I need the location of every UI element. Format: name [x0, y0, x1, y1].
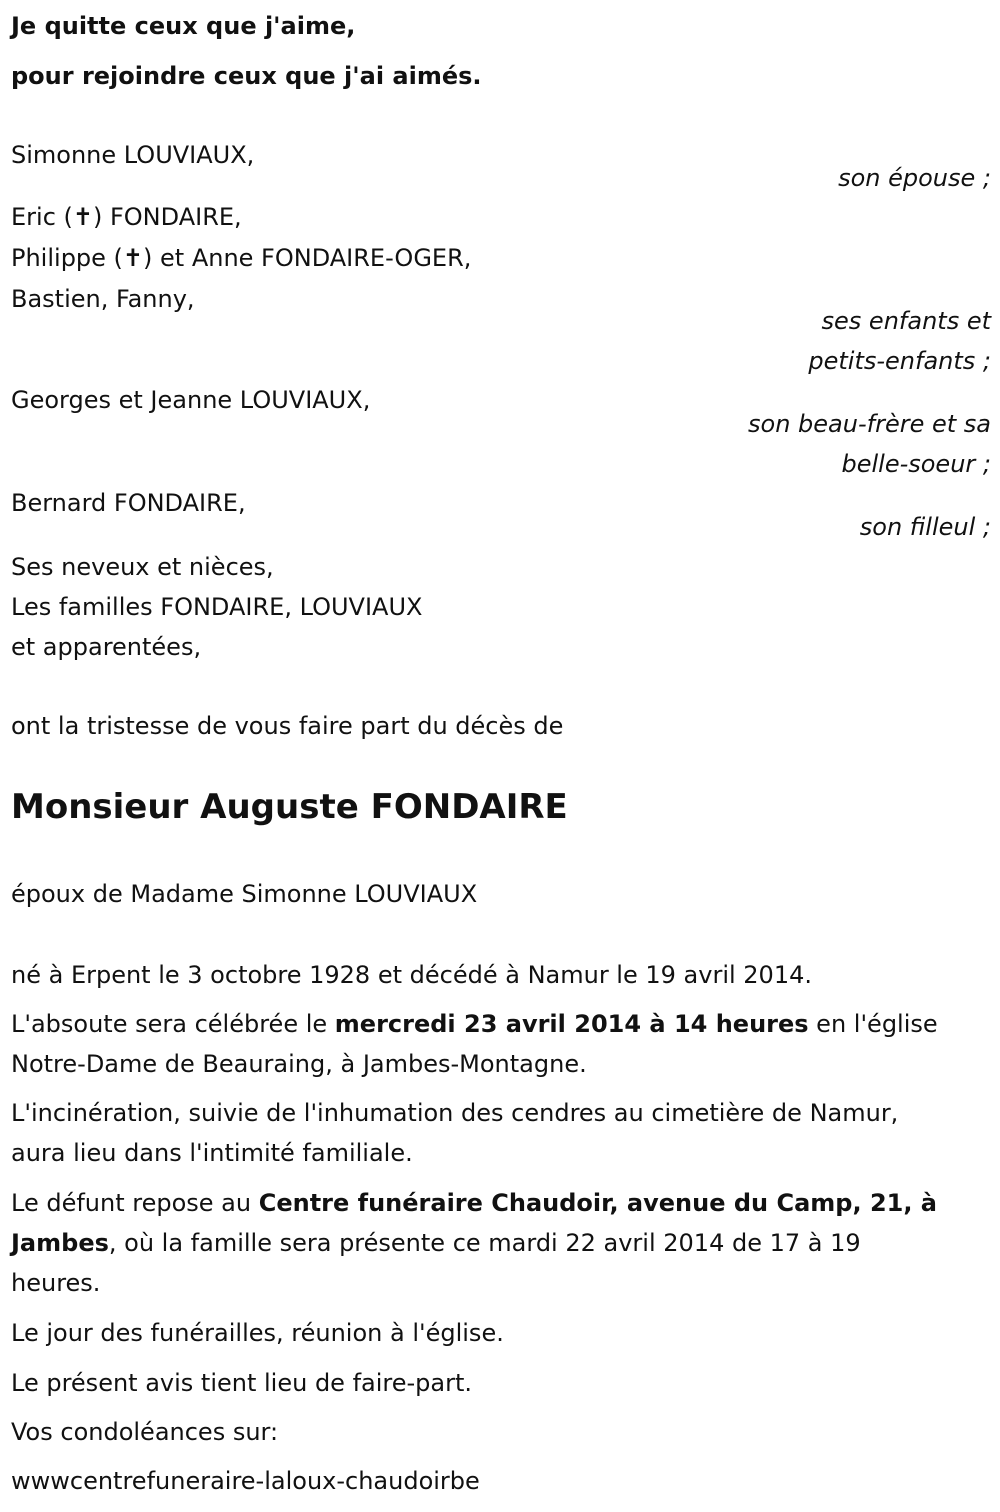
child-line-1: Eric (✝) FONDAIRE,: [11, 203, 242, 231]
repose-prefix: Le défunt repose au: [11, 1189, 259, 1217]
notice-line: Le présent avis tient lieu de faire-part.: [11, 1369, 473, 1397]
children-relation-line-1: ses enfants et: [821, 307, 991, 335]
absoute-prefix: L'absoute sera célébrée le: [11, 1010, 335, 1038]
repose-place-line-1: Centre funéraire Chaudoir, avenue du Camp, 21, à: [258, 1189, 938, 1217]
birth-death: né à Erpent le 3 octobre 1928 et décédé à Namur le 19 avril 2014.: [11, 961, 812, 989]
repose-line-2: [11, 1223, 861, 1263]
godson-relation: son filleul ;: [859, 513, 991, 541]
absoute-date: mercredi 23 avril 2014 à 14 heures: [334, 1010, 809, 1038]
in-laws-name: Georges et Jeanne LOUVIAUX,: [11, 386, 371, 414]
godson-name: Bernard FONDAIRE,: [11, 489, 246, 517]
repose-place-line-2: Jambes: [11, 1229, 109, 1257]
spouse-relation: son épouse ;: [838, 164, 991, 192]
gathering-line: Le jour des funérailles, réunion à l'église.: [11, 1319, 504, 1347]
absoute-suffix: en l'église: [808, 1010, 938, 1038]
children-relation-line-2: petits-enfants ;: [808, 347, 991, 375]
others-line-3: et apparentées,: [11, 633, 202, 661]
condolences-website: wwwcentrefuneraire-laloux-chaudoirbe: [11, 1467, 480, 1495]
spouse-of: époux de Madame Simonne LOUVIAUX: [11, 880, 478, 908]
in-laws-relation-line-1: son beau-frère et sa: [748, 410, 991, 438]
cremation-line-2: aura lieu dans l'intimité familiale.: [11, 1139, 413, 1167]
spouse-name: Simonne LOUVIAUX,: [11, 141, 255, 169]
child-line-2: Philippe (✝) et Anne FONDAIRE-OGER,: [11, 244, 472, 272]
verse-line-2: pour rejoindre ceux que j'ai aimés.: [11, 62, 482, 90]
in-laws-relation-line-2: belle-soeur ;: [841, 450, 991, 478]
others-line-2: Les familles FONDAIRE, LOUVIAUX: [11, 593, 423, 621]
repose-line-1: [11, 1183, 937, 1223]
deceased-name: Monsieur Auguste FONDAIRE: [11, 787, 568, 827]
repose-line-3: heures.: [11, 1269, 101, 1297]
absoute-line: [11, 1004, 938, 1044]
verse-line-1: Je quitte ceux que j'aime,: [11, 12, 356, 40]
repose-suffix: , où la famille sera présente ce mardi 22 avril 2014 de 17 à 19: [108, 1229, 861, 1257]
announcement-intro: ont la tristesse de vous faire part du décès de: [11, 712, 564, 740]
church-line: Notre-Dame de Beauraing, à Jambes-Montagne.: [11, 1050, 587, 1078]
others-line-1: Ses neveux et nièces,: [11, 553, 274, 581]
child-line-3: Bastien, Fanny,: [11, 285, 195, 313]
condolences-label: Vos condoléances sur:: [11, 1418, 279, 1446]
cremation-line-1: L'incinération, suivie de l'inhumation des cendres au cimetière de Namur,: [11, 1099, 899, 1127]
